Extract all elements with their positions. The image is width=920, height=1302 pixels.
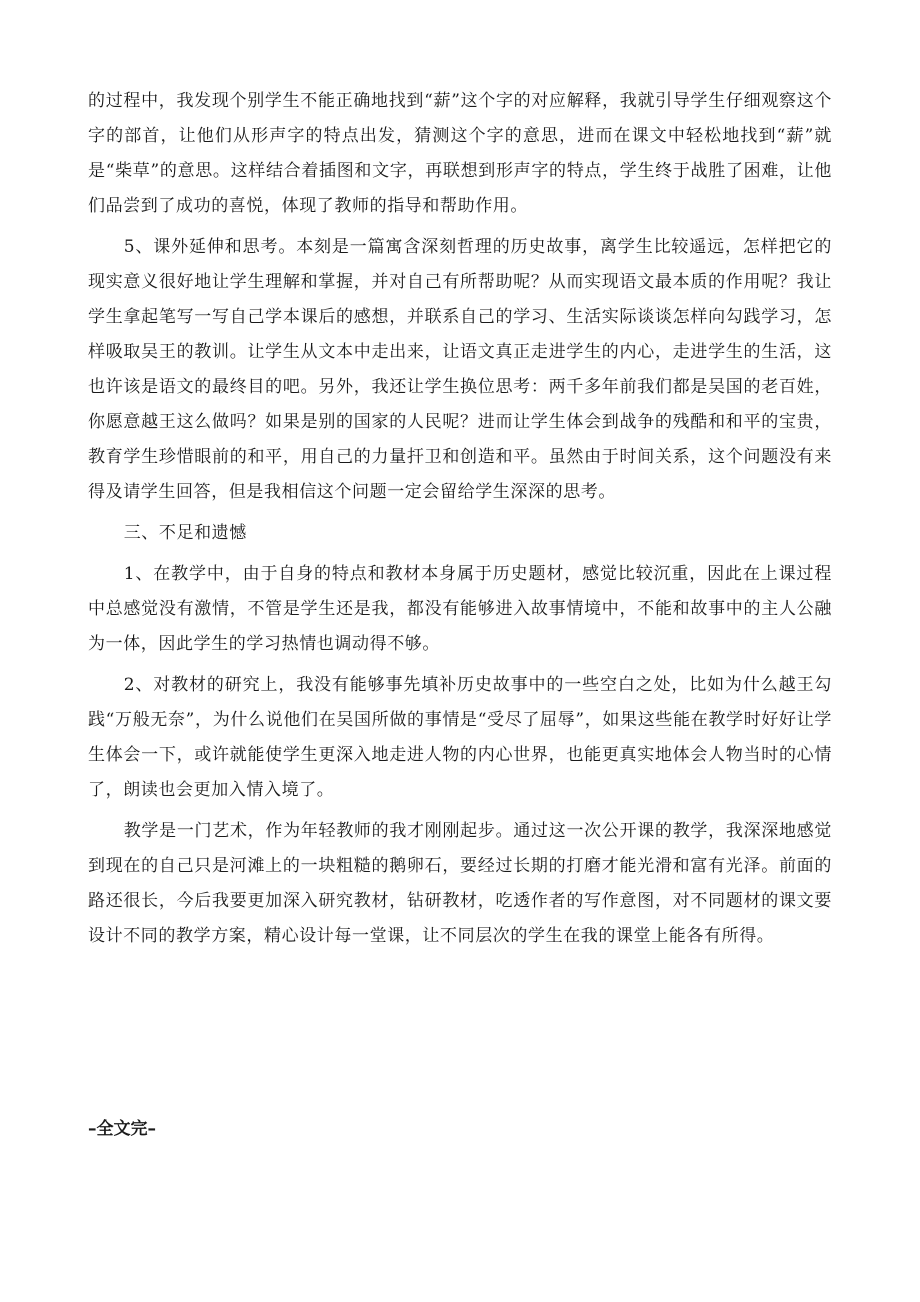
paragraph-shortcoming-1: 1、在教学中，由于自身的特点和教材本身属于历史题材，感觉比较沉重，因此在上课过程中总感觉没有激情，不管是学生还是我，都没有能够进入故事情境中，不能和故事中的主人公融为一体，因此学生的学习热情也调动得不够。 [88, 564, 832, 654]
paragraph-conclusion: 教学是一门艺术，作为年轻教师的我才刚刚起步。通过这一次公开课的教学，我深深地感觉到现在的自己只是河滩上的一块粗糙的鹅卵石，要经过长期的打磨才能光滑和富有光泽。前面的路还很长，今后我要更加深入研究教材，钻研教材，吃透作者的写作意图，对不同题材的课文要设计不同的教学方案，精心设计每一堂课，让不同层次的学生在我的课堂上能各有所得。 [88, 821, 832, 946]
paragraph-shortcoming-2: 2、对教材的研究上，我没有能够事先填补历史故事中的一些空白之处，比如为什么越王勾践“万般无奈”，为什么说他们在吴国所做的事情是“受尽了屈辱”，如果这些能在教学时好好让学生体会一下，或许就能使学生更深入地走进人物的内心世界，也能更真实地体会人物当时的心情了，朗读也会更加入情入境了。 [88, 675, 832, 800]
paragraph-extension-and-reflection: 5、课外延伸和思考。本刻是一篇寓含深刻哲理的历史故事，离学生比较遥远，怎样把它的现实意义很好地让学生理解和掌握，并对自己有所帮助呢？从而实现语文最本质的作用呢？我让学生拿起笔写一写自己学本课后的感想，并联系自己的学习、生活实际谈谈怎样向勾践学习，怎样吸取吴王的教训。让学生从文本中走出来，让语文真正走进学生的内心，走进学生的生活，这也许该是语文的最终目的吧。另外，我还让学生换位思考：两千多年前我们都是吴国的老百姓，你愿意越王这么做吗？如果是别的国家的人民呢？进而让学生体会到战争的残酷和和平的宝贵，教育学生珍惜眼前的和平，用自己的力量扞卫和创造和平。虽然由于时间关系，这个问题没有来得及请学生回答，但是我相信这个问题一定会留给学生深深的思考。 [88, 237, 832, 502]
end-mark: –全文完– [88, 1119, 156, 1139]
document-body [88, 84, 832, 960]
paragraph-continued: 的过程中，我发现个别学生不能正确地找到“薪”这个字的对应解释，我就引导学生仔细观察这个字的部首，让他们从形声字的特点出发，猜测这个字的意思，进而在课文中轻松地找到“薪”就是“柴草”的意思。这样结合着插图和文字，再联想到形声字的特点，学生终于战胜了困难，让他们品尝到了成功的喜悦，体现了教师的指导和帮助作用。 [88, 91, 832, 216]
section-heading: 三、不足和遗憾 [123, 523, 247, 543]
